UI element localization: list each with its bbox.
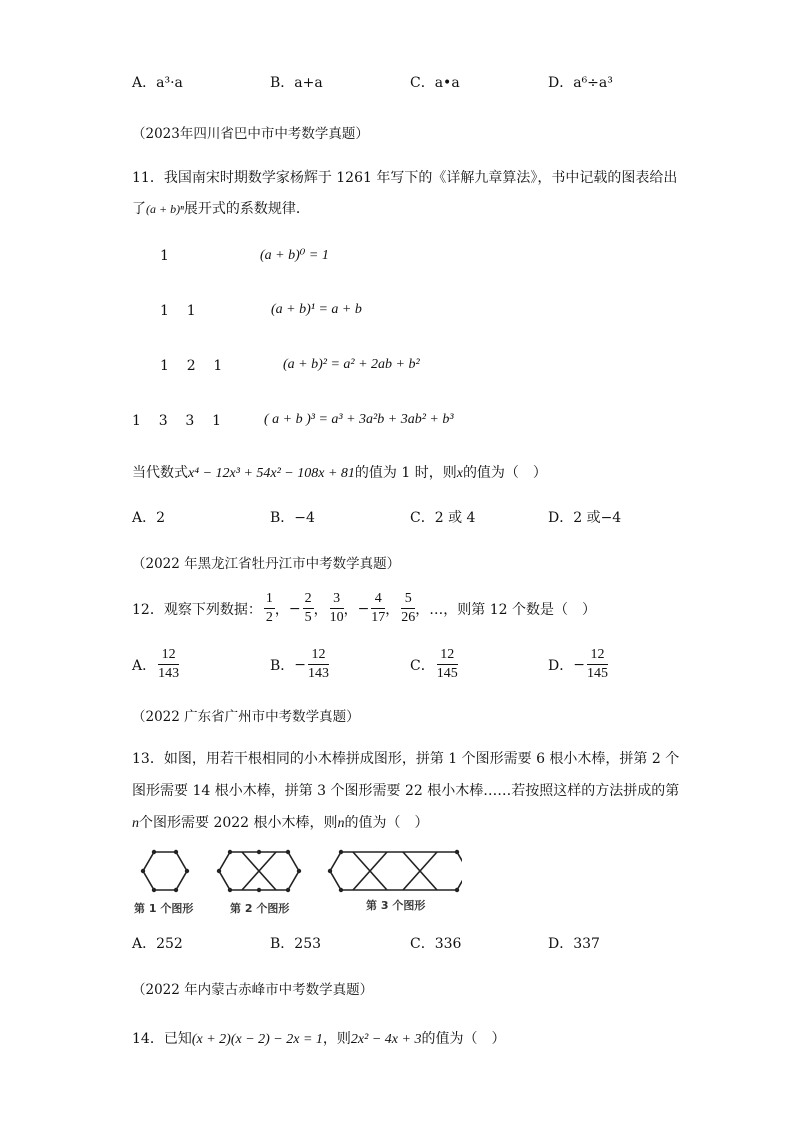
pascal-coef-row-3: 1 3 3 1 <box>132 413 222 429</box>
figure-2-caption: 第 2 个图形 <box>230 902 290 915</box>
seq-fraction-4: $\frac{4}{17}$ <box>371 591 386 625</box>
q11-option-c: C．2 或 4 <box>410 510 476 526</box>
q12-option-c: C． $\frac{12}{145}$ <box>410 647 458 681</box>
q12-option-b: B． − $\frac{12}{143}$ <box>270 647 330 681</box>
q13-option-b: B．253 <box>270 936 322 952</box>
source-q12: （2022 年黑龙江省牡丹江市中考数学真题） <box>132 556 401 572</box>
q13-line1: 13．如图，用若干根相同的小木棒拼成图形，拼第 1 个图形需要 6 根小木棒，拼第 2 个 <box>132 751 680 767</box>
binomial-expr-row-1: (a + b)¹ = a + b <box>271 302 362 317</box>
q10-option-a: A．a³·a <box>132 75 183 91</box>
figure-3-caption: 第 3 个图形 <box>366 899 426 912</box>
q12-option-a: A． $\frac{12}{143}$ <box>132 647 180 681</box>
q14-stem: 14．已知(x + 2)(x − 2) − 2x = 1，则2x² − 4x + 3的值为（ ） <box>132 1031 506 1047</box>
q11-question: 当代数式x⁴ − 12x³ + 54x² − 108x + 81的值为 1 时，则x的值为（ ） <box>132 465 547 481</box>
binomial-expr-row-2: (a + b)² = a² + 2ab + b² <box>283 357 420 372</box>
figure-2-shape <box>219 852 299 890</box>
pascal-coef-row-2: 1 2 1 <box>160 358 223 374</box>
q10-option-c: C．a•a <box>410 75 460 91</box>
figure-1-hexagon <box>143 852 187 890</box>
pascal-coef-row-0: 1 <box>160 248 169 264</box>
seq-fraction-3: $\frac{3}{10}$ <box>329 591 344 625</box>
seq-fraction-5: $\frac{5}{26}$ <box>401 591 416 625</box>
q10-option-d: D．a⁶÷a³ <box>548 75 613 91</box>
seq-fraction-2: $\frac{2}{5}$ <box>304 591 312 625</box>
figure-1-caption: 第 1 个图形 <box>134 902 194 915</box>
q11-option-d: D．2 或−4 <box>548 510 622 526</box>
pascal-coef-row-1: 1 1 <box>160 303 196 319</box>
q11-line1: 11．我国南宋时期数学家杨辉于 1261 年写下的《详解九章算法》，书中记载的图表给出 <box>132 170 678 186</box>
figure-3-shape <box>330 852 462 890</box>
q13-line3: n个图形需要 2022 根小木棒，则n的值为（ ） <box>132 815 429 831</box>
q13-option-d: D．337 <box>548 936 600 952</box>
q12-option-d: D． − $\frac{12}{145}$ <box>548 647 608 681</box>
binomial-expr-row-0: (a + b)⁰ = 1 <box>260 248 329 263</box>
q11-line2: 了(a + b)ⁿ展开式的系数规律． <box>132 201 310 217</box>
source-q13: （2022 广东省广州市中考数学真题） <box>132 709 360 725</box>
q11-option-a: A．2 <box>132 510 166 526</box>
source-q11: （2023年四川省巴中市中考数学真题） <box>132 126 369 142</box>
q10-option-b: B．a+a <box>270 75 323 91</box>
q13-line2: 图形需要 14 根小木棒，拼第 3 个图形需要 22 根小木棒……若按照这样的方法拼成的第 <box>132 783 680 799</box>
seq-fraction-1: $\frac{1}{2}$ <box>265 591 273 625</box>
binomial-expr-row-3: ( a + b )³ = a³ + 3a²b + 3ab² + b³ <box>264 412 454 427</box>
q13-option-c: C．336 <box>410 936 462 952</box>
q13-option-a: A．252 <box>132 936 183 952</box>
source-q14: （2022 年内蒙古赤峰市中考数学真题） <box>132 982 374 998</box>
q12-stem: 12．观察下列数据： $\frac{1}{2}$ ， − $\frac{2}{5}$ ， $\frac{3}{10}$ ， − $\frac{4}{17}$ ， $\frac{5}{26}$ ，…，则第 12 个数是（ ） <box>132 591 597 625</box>
q11-option-b: B．−4 <box>270 510 315 526</box>
